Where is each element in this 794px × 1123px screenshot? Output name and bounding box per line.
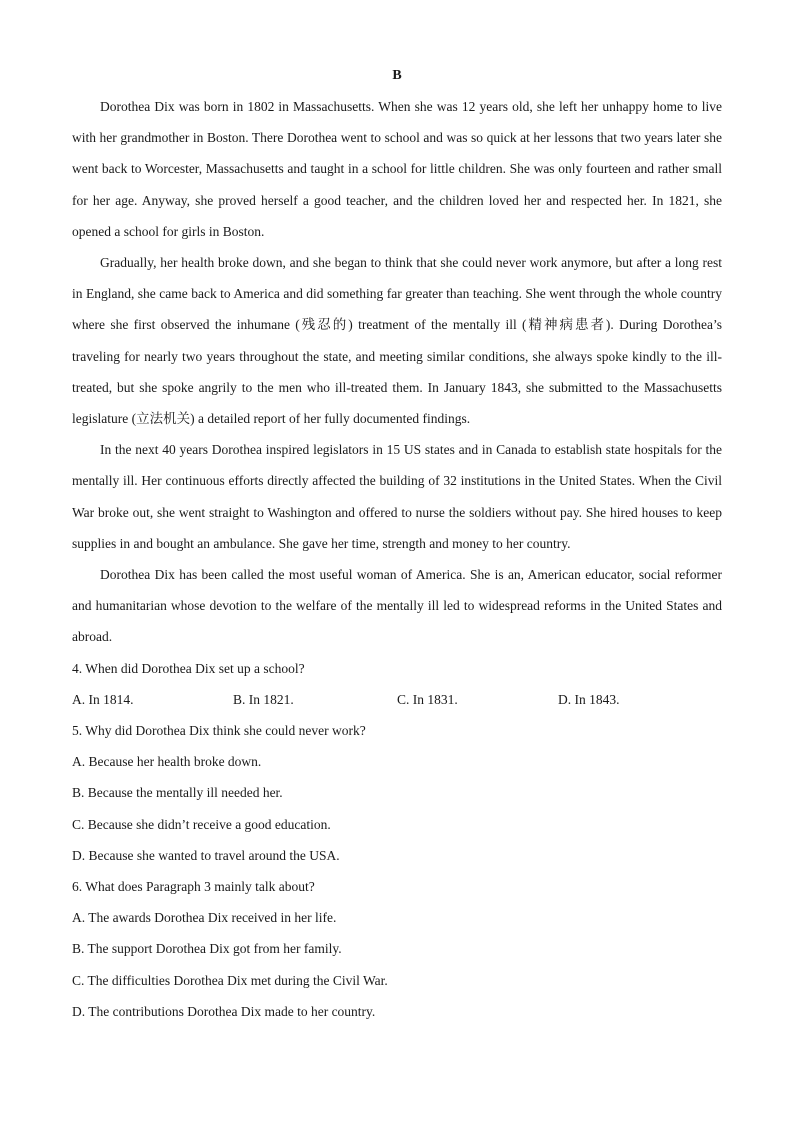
question-4 <box>72 653 722 715</box>
option-a: A. Because her health broke down. <box>72 754 262 770</box>
option-a: A. The awards Dorothea Dix received in her life. <box>72 910 337 926</box>
option-d: D. The contributions Dorothea Dix made to her country. <box>72 1003 376 1019</box>
section-title: B <box>392 68 402 83</box>
question-stem: 5. Why did Dorothea Dix think she could never work? <box>72 723 366 739</box>
option-d: D. In 1843. <box>558 691 620 707</box>
document-page <box>72 60 722 1027</box>
passage-paragraph-3: In the next 40 years Dorothea inspired legislators in 15 US states and in Canada to establish state hospitals for the mentally ill. Her continuous efforts directly affected the building of 32 institutions in the United States. When the Civil War broke out, she went straight to Washington and offered to nurse the soldiers without pay. She hired houses to keep supplies in and bought an ambulance. She gave her time, strength and money to her country. <box>72 442 722 551</box>
option-c: C. In 1831. <box>397 691 458 707</box>
option-a: A. In 1814. <box>72 691 134 707</box>
options-row <box>72 684 722 715</box>
option-d: D. Because she wanted to travel around the USA. <box>72 847 340 863</box>
passage-paragraph-2: Gradually, her health broke down, and she began to think that she could never work anymore, but after a long rest in England, she came back to America and did something far greater than teaching. She went through the whole country where she first observed the inhumane (残忍的) treatment of the mentally ill (精神病患者). During Dorothea’s traveling for nearly two years throughout the state, and meeting similar conditions, she always spoke kindly to the ill-treated, but she spoke angrily to the men who ill-treated them. In January 1843, she submitted to the Massachusetts legislature (立法机关) a detailed report of her fully documented findings. <box>72 255 722 427</box>
option-c: C. The difficulties Dorothea Dix met during the Civil War. <box>72 972 388 988</box>
question-6 <box>72 871 722 1027</box>
question-stem: 6. What does Paragraph 3 mainly talk about? <box>72 879 315 895</box>
option-b: B. Because the mentally ill needed her. <box>72 785 283 801</box>
question-stem: 4. When did Dorothea Dix set up a school? <box>72 660 305 676</box>
question-5 <box>72 715 722 871</box>
option-c: C. Because she didn’t receive a good education. <box>72 816 331 832</box>
option-b: B. The support Dorothea Dix got from her family. <box>72 941 342 957</box>
passage-paragraph-4: Dorothea Dix has been called the most useful woman of America. She is an, American educator, social reformer and humanitarian whose devotion to the welfare of the mentally ill led to widespread reforms in the United States and abroad. <box>72 567 722 645</box>
passage-paragraph-1: Dorothea Dix was born in 1802 in Massachusetts. When she was 12 years old, she left her unhappy home to live with her grandmother in Boston. There Dorothea went to school and was so quick at her lessons that two years later she went back to Worcester, Massachusetts and taught in a school for little children. She was only fourteen and rather small for her age. Anyway, she proved herself a good teacher, and the children loved her and respected her. In 1821, she opened a school for girls in Boston. <box>72 99 722 239</box>
option-b: B. In 1821. <box>233 691 294 707</box>
